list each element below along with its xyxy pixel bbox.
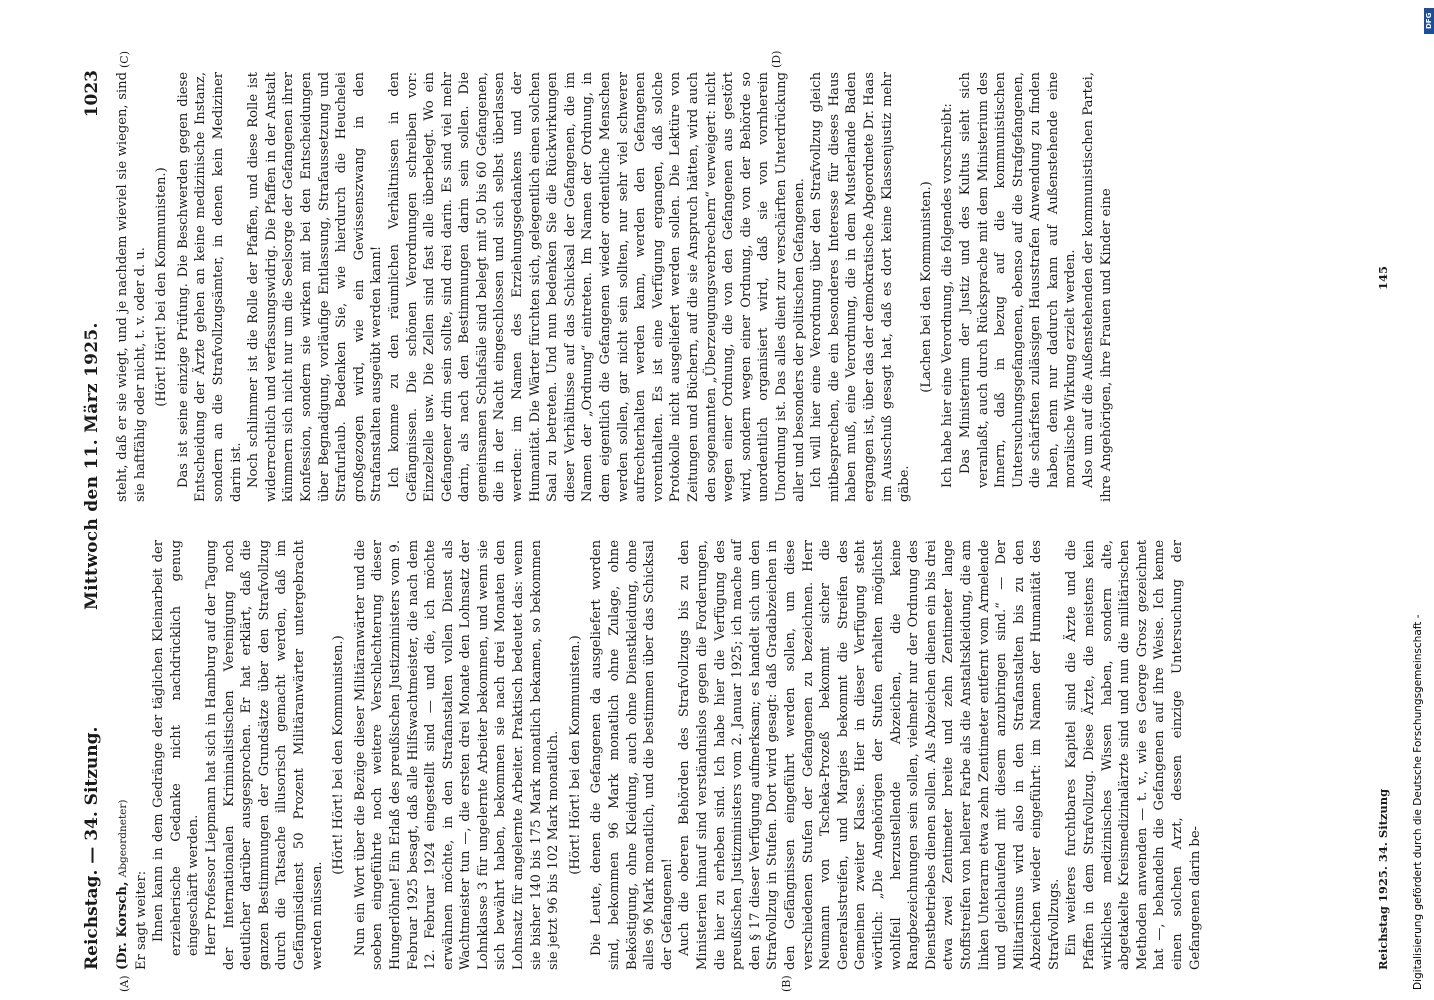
interjection: (Hört! Hört! bei den Kommunisten.)	[567, 635, 583, 875]
paragraph: Nun ein Wort über die Bezüge dieser Militäranwärter und die soeben eingeführte noch weitere Verschlechterung dieser Hungerlöhne! Ein Erlaß des preußischen Justizministers vom 9. Februar 1925 besagt, daß alle Hilfswachtmeister, die nach dem 12. Februar 1924 eingestellt sind — und die, ich möchte erwähnen möchte, in den Strafanstalten vollen Dienst als Wachtmeister tun —, die ersten drei Monate den Lohnsatz der Lohnklasse 3 für ungelernte Arbeiter bekommen, und wenn sie sich bewährt haben, bekommen sie nach drei Monaten den Lohnsatz für angelernte Arbeiter. Praktisch bedeutet das: wenn sie bisher 140 bis 175 Mark monatlich bekamen, so bekommen sie jetzt 96 bis 102 Mark monatlich.	[352, 540, 562, 970]
interjection: (Hört! Hört! bei den Kommunisten.)	[331, 635, 347, 875]
quote-paragraph: Das Ministerium der Justiz und des Kultus sieht sich veranlaßt, auch durch Rücksprache mit dem Ministerium des Innern, daß in bezug auf die kommunistischen Untersuchungsgefangenen, ebenso auf die Strafgefangenen, die schärfsten zulässigen Hausstrafen Anwendung zu finden haben, denn nur dadurch kann auf Außenstehende eine moralische Wirkung erzielt werden.	[957, 72, 1079, 488]
dfg-logo: DFG	[1424, 8, 1434, 34]
footer-left: Reichstag 1925. 34. Sitzung	[1376, 788, 1390, 970]
speaker-name: (Dr. Korsch,	[115, 881, 130, 970]
paragraph: Also um auf die Außenstehenden der kommunistischen Partei, ihre Angehörigen, ihre Frauen und Kinder eine	[1081, 72, 1114, 502]
footer-sheet-number: 145	[1376, 265, 1390, 290]
paragraph: Er sagt weiter:	[133, 870, 149, 970]
page-number: 1023	[82, 70, 102, 118]
paragraph: Die Leute, denen die Gefangenen da ausgeliefert worden sind, bekommen 96 Mark monatlich ohne Zulage, ohne Beköstigung, ohne Kleidung, auch ohne Dienstkleidung, ohne alles 96 Mark monatlich, und die bestimmen über das Schicksal der Gefangenen!	[589, 540, 675, 970]
quote-paragraph: Ihnen kann in dem Gedränge der täglichen Kleinarbeit der erzieherische Gedanke nicht nachdrücklich genug eingeschärft werden.	[151, 540, 202, 956]
digitization-credit: Digitalisierung gefördert durch die Deutsche Forschungsgemeinschaft -	[1412, 614, 1424, 990]
paragraph: Herr Professor Liepmann hat sich in Hamburg auf der Tagung der Internationalen Kriminalistischen Vereinigung noch deutlicher darüber ausgesprochen. Er hat erklärt, daß die ganzen Bestimmungen der Grundsätze über den Strafvollzug durch die Tatsache illusorisch gemacht werden, daß im Gefängnisdienst 50 Prozent Militäranwärter untergebracht werden müssen.	[203, 540, 325, 970]
rotated-page	[80, 50, 1410, 992]
margin-mark-c: (C)	[118, 51, 131, 68]
paragraph: Ich will hier eine Verordnung über den Strafvollzug gleich mitbesprechen, die ein besonderes Interesse für dieses Haus haben muß, eine Verordnung, die in dem Musterlande Baden ergangen ist, über das der demokratische Abgeordnete Dr. Haas im Ausschuß gesagt hat, daß es dort keine Klassenjustiz mehr gäbe.	[809, 72, 913, 502]
margin-mark-d: (D)	[770, 50, 783, 68]
paragraph: Ein weiteres furchtbares Kapitel sind die Ärzte und die Pfaffen in dem Strafvollzug. Diese Ärzte, die meistens kein wirkliches medizinisches Wissen haben, sondern alte, abgetakelte Kreismedizinalärzte sind und nun die militärischen Methoden anwenden — t. v., wie es George Grosz gezeichnet hat —, behandeln die Gefangenen auf ihre Weise. Ich kenne einen solchen Arzt, dessen einzige Untersuchung der Gefangenen darin be-	[1064, 540, 1203, 970]
right-column	[114, 72, 1115, 502]
paragraph: Ich habe hier eine Verordnung, die folgendes vorschreibt:	[940, 103, 956, 488]
header-date: Mittwoch den 11. März 1925.	[82, 322, 102, 610]
margin-mark-b: (B)	[780, 975, 793, 992]
paragraph: Noch schlimmer ist die Rolle der Pfaffen, und diese Rolle ist widerrechtlich und verfassungswidrig. Die Pfaffen in der Anstalt kümmern sich nicht nur um die Seelsorge der Gefangenen ihrer Konfession, sondern sie wirken mit bei den Entscheidungen über Begnadigung, vorläufige Entlassung, Strafaussetzung und Strafurlaub. Bedenken Sie, wie hierdurch die Heuchelei großgezogen wird, wie ein Gewissenszwang in den Strafanstalten ausgeübt werden kann!	[246, 72, 385, 502]
interjection: (Hört! Hört! bei den Kommunisten.)	[154, 167, 170, 407]
paragraph: Auch die oberen Behörden des Strafvollzugs bis zu den Ministerien hinauf sind verständnislos gegen die Forderungen, die hier zu erheben sind. Ich habe hier die Verfügung des preußischen Justizministers vom 2. Januar 1925; ich mache auf den § 17 dieser Verfügung aufmerksam; es handelt sich um den Strafvollzug in Stufen. Dort wird gesagt: daß Gradabzeichen in den Gefängnissen eingeführt werden sollen, um diese verschiedenen Stufen der Gefangenen zu bezeichnen. Herr Neumann von Tscheka-Prozeß bekommt sicher die Generalsstreifen, und Margies bekommt die Streifen des Gemeinen zweiter Klasse. Hier in dieser Verfügung steht wörtlich: „Die Angehörigen der Stufen erhalten möglichst wohlfeil herzustellende Abzeichen, die keine Rangbezeichnungen sein sollen, vielmehr nur der Ordnung des Dienstbetriebes dienen sollen. Als Abzeichen dienen ein bis drei etwa zwei Zentimeter breite und zehn Zentimeter lange Stoffstreifen von hellerer Farbe als die Anstaltskleidung, die am linken Unterarm etwa zehn Zentimeter entfernt vom Armelende und gleichlaufend mit diesem anzubringen sind.“ — Der Militarismus wird also in den Strafanstalten bis zu den Abzeichen wieder eingeführt: im Namen der Humanität des Strafvollzugs.	[677, 540, 1062, 970]
page-header	[80, 70, 106, 970]
paragraph: Das ist seine einzige Prüfung. Die Beschwerden gegen diese Entscheidung der Ärzte gehen an keine medizinische Instanz, sondern an die Strafvollzugsämter, in denen kein Mediziner darin ist.	[175, 72, 244, 502]
paragraph: steht, daß er sie wiegt, und je nachdem wieviel sie wiegen, sind sie haftfähig oder nicht, t. v. oder d. u.	[115, 72, 148, 502]
speaker-line	[114, 540, 133, 970]
speaker-role: Abgeordneter)	[117, 799, 129, 878]
header-left: Reichstag. — 34. Sitzung.	[82, 726, 102, 970]
interjection: (Lachen bei den Kommunisten.)	[918, 181, 934, 393]
paragraph: Ich komme zu den räumlichen Verhältnissen in den Gefängnissen. Die schönen Verordnungen schreiben vor: Einzelzelle usw. Die Zellen sind fast alle überbelegt. Wo ein Gefangener drin sein sollte, sind drei darin. Es sind viel mehr darin, als nach den Bestimmungen darin sein sollen. Die gemeinsamen Schlafsäle sind belegt mit 50 bis 60 Gefangenen, die in der Nacht eingeschlossen und sich selbst überlassen werden: im Namen des Erziehungsgedankens und der Humanität. Die Wärter fürchten sich, gelegentlich einen solchen Saal zu betreten. Und nun bedenken Sie die Rückwirkungen dieser Verhältnisse auf das Schicksal der Gefangenen, die im Namen der „Ordnung“ eintreten. Im Namen der Ordnung, in dem eigentlich die Gefangenen wieder ordentliche Menschen werden sollen, gar nicht sein sollten, nur sehr viel schwerer aufrechterhalten werden kann, werden den Gefangenen vorenthalten. Es ist eine Verfügung ergangen, daß solche Protokolle nicht ausgeliefert werden sollen. Die Lektüre von Zeitungen und Büchern, auf die sie Anspruch hätten, wird auch den sogenannten „Überzeugungsverbrechern“ verweigert: nicht wegen einer Ordnung, die von den Gefangenen aus gestört wird, sondern wegen einer Ordnung, die von der Behörde so unordentlich organisiert wird, daß sie von vornherein Unordnung ist. Das alles dient zur verschärften Unterdrückung aller und besonders der politischen Gefangenen.	[386, 72, 807, 502]
left-column	[114, 540, 1204, 970]
margin-mark-a: (A)	[118, 975, 131, 992]
